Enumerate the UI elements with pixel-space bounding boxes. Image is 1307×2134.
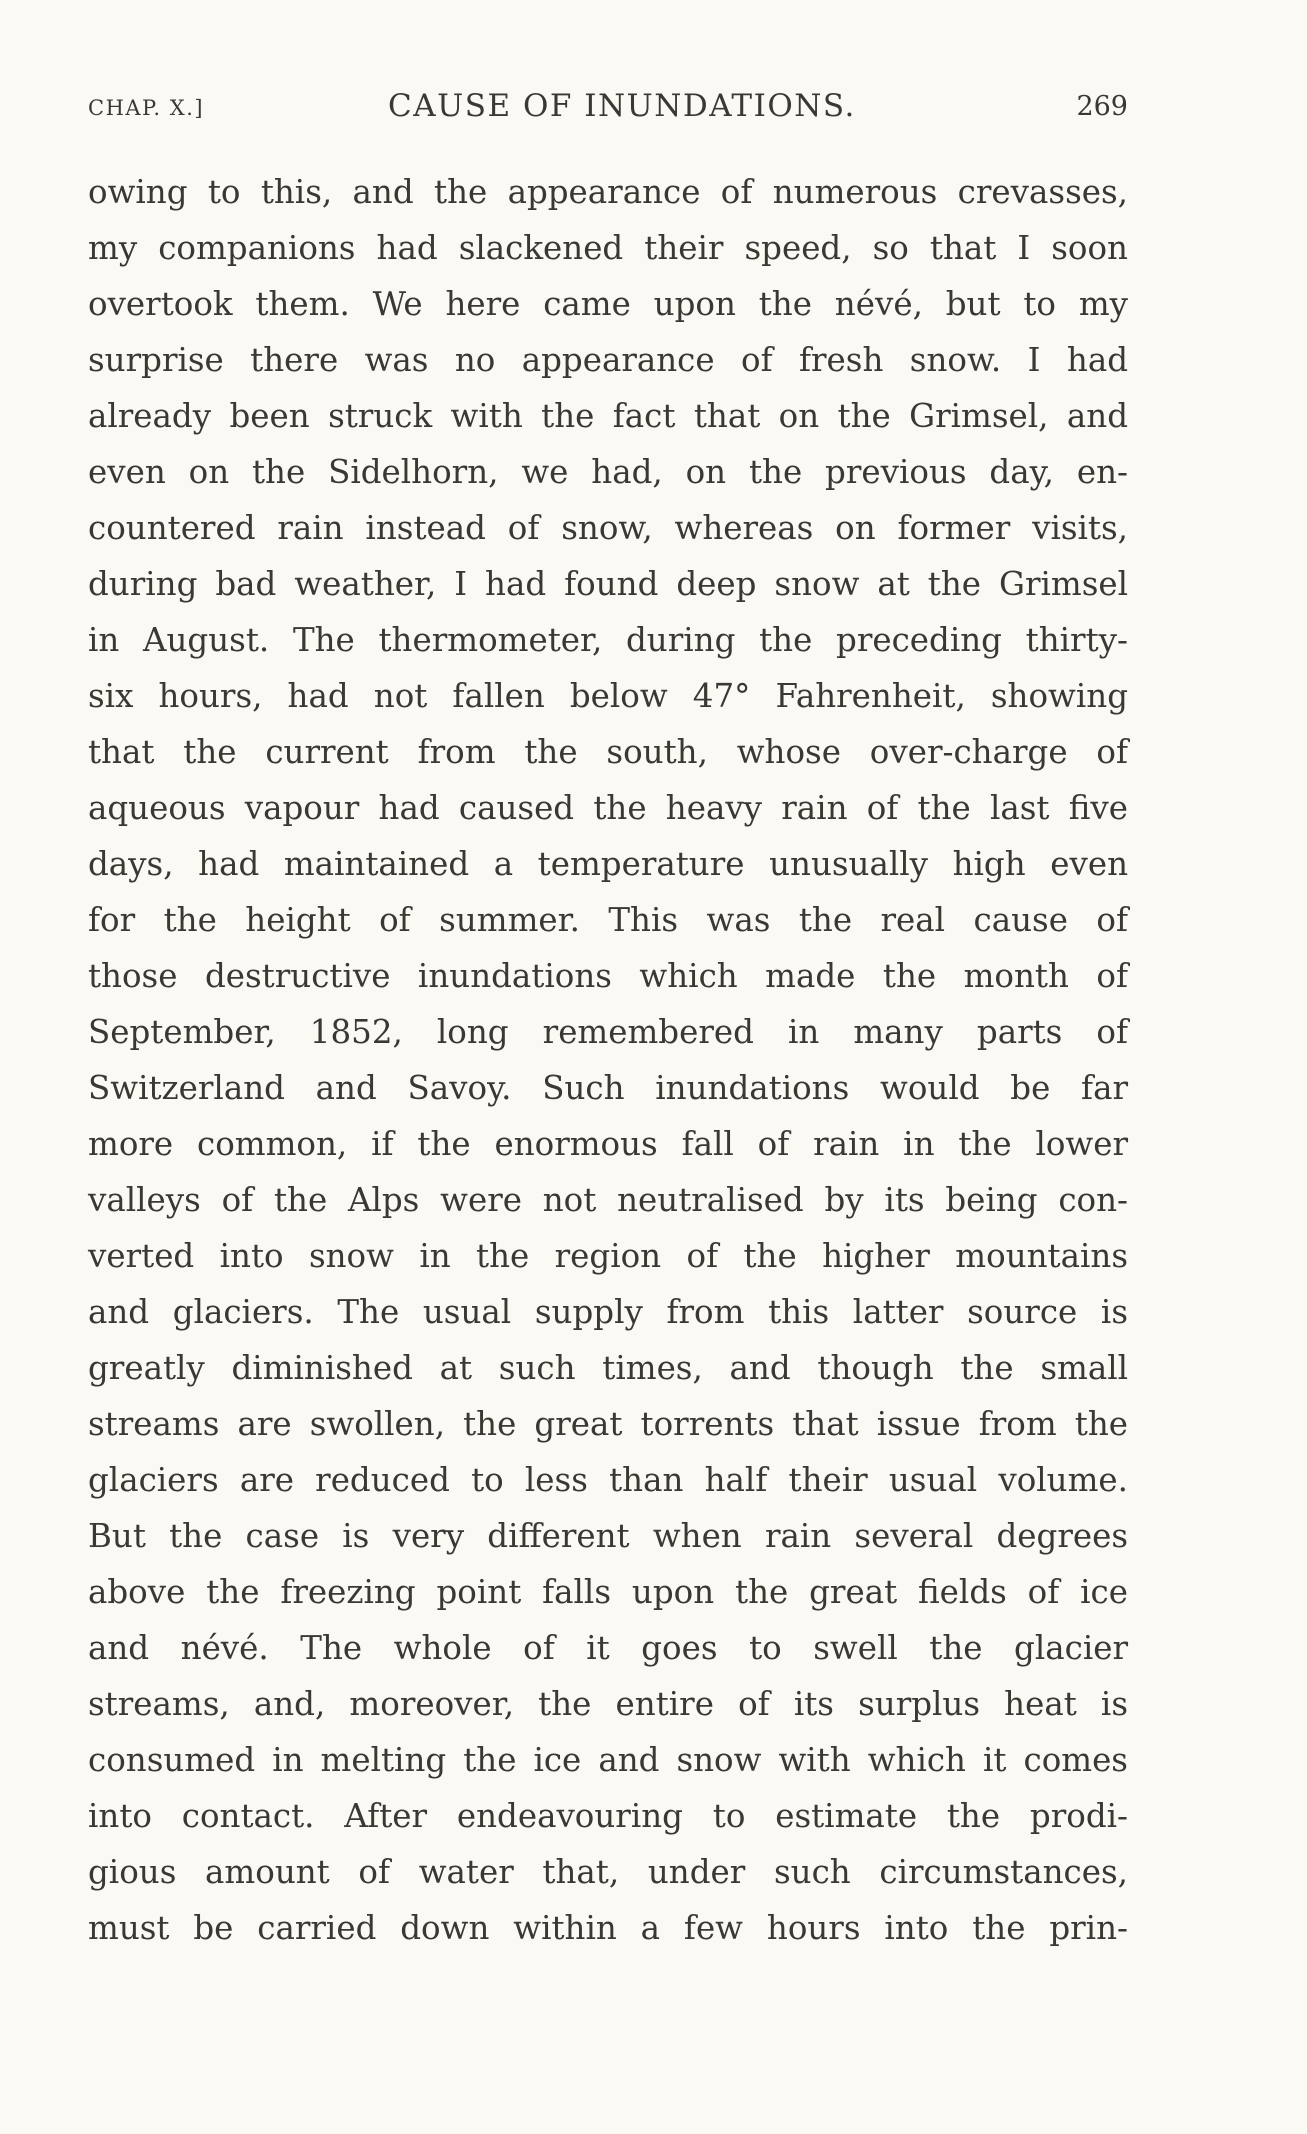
text-line: for the height of summer. This was the real cause of [88,901,1128,939]
text-line: my companions had slackened their speed, so that I soon [88,229,1128,267]
chapter-label: CHAP. X.] [88,96,205,120]
text-line: six hours, had not fallen below 47° Fahrenheit, showing [88,677,1128,715]
text-line: days, had maintained a temperature unusually high even [88,845,1128,883]
text-line: those destructive inundations which made the month of [88,957,1128,995]
text-line: already been struck with the fact that on the Grimsel, and [88,397,1128,435]
text-line: owing to this, and the appearance of numerous crevasses, [88,173,1128,211]
body-text [88,164,1128,1956]
text-line: that the current from the south, whose over-charge of [88,733,1128,771]
text-line: verted into snow in the region of the higher mountains [88,1237,1128,1275]
text-line: September, 1852, long remembered in many parts of [88,1013,1128,1051]
text-line: must be carried down within a few hours into the prin- [88,1909,1128,1947]
text-line: above the freezing point falls upon the great fields of ice [88,1573,1128,1611]
text-line: overtook them. We here came upon the névé, but to my [88,285,1128,323]
text-line: streams are swollen, the great torrents that issue from the [88,1405,1128,1443]
text-line: greatly diminished at such times, and though the small [88,1349,1128,1387]
text-line: more common, if the enormous fall of rain in the lower [88,1125,1128,1163]
text-line: streams, and, moreover, the entire of its surplus heat is [88,1685,1128,1723]
text-line: during bad weather, I had found deep snow at the Grimsel [88,565,1128,603]
text-line: Switzerland and Savoy. Such inundations would be far [88,1069,1128,1107]
text-line: and névé. The whole of it goes to swell the glacier [88,1629,1128,1667]
running-head [88,88,1128,128]
text-line: surprise there was no appearance of fresh snow. I had [88,341,1128,379]
text-line: consumed in melting the ice and snow with which it comes [88,1741,1128,1779]
text-line: and glaciers. The usual supply from this latter source is [88,1293,1128,1331]
text-line: aqueous vapour had caused the heavy rain of the last five [88,789,1128,827]
page-title: CAUSE OF INUNDATIONS. [388,88,856,124]
page-number: 269 [1076,91,1128,122]
text-line: even on the Sidelhorn, we had, on the previous day, en- [88,453,1128,491]
text-line: countered rain instead of snow, whereas on former visits, [88,509,1128,547]
text-line: But the case is very different when rain several degrees [88,1517,1128,1555]
text-line: in August. The thermometer, during the preceding thirty- [88,621,1128,659]
text-line: valleys of the Alps were not neutralised by its being con- [88,1181,1128,1219]
text-line: glaciers are reduced to less than half their usual volume. [88,1461,1128,1499]
text-line: gious amount of water that, under such circumstances, [88,1853,1128,1891]
text-line: into contact. After endeavouring to estimate the prodi- [88,1797,1128,1835]
